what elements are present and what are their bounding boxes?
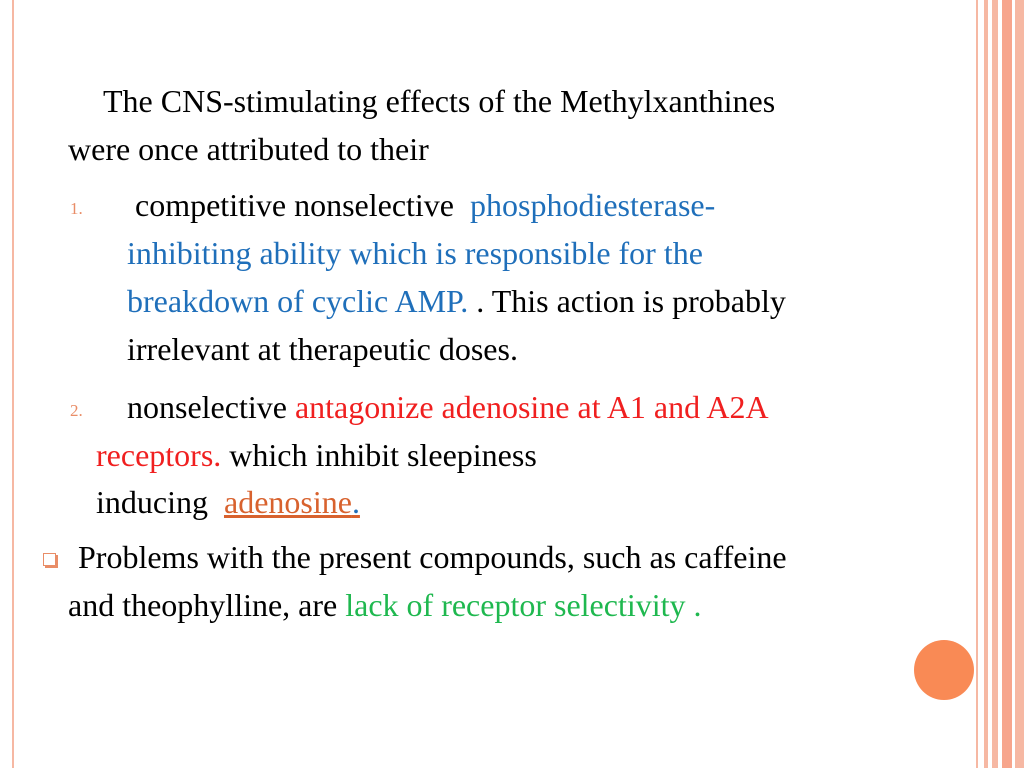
item-2-text-end: inducing (96, 484, 208, 520)
item-2-line-2 (96, 435, 537, 475)
item-1-line-4: irrelevant at therapeutic doses. (127, 331, 518, 367)
item-2-highlight-end: receptors. (96, 437, 222, 473)
decorative-stripe (984, 0, 988, 768)
intro-line-2: were once attributed to their (68, 131, 429, 167)
item-1-line-2: inhibiting ability which is responsible for the (127, 235, 703, 271)
item-1-line-3 (127, 281, 786, 321)
item-1-text-cont: . This action is probably (476, 283, 786, 319)
bullet-highlight: lack of receptor selectivity . (345, 587, 702, 623)
decorative-stripe (992, 0, 998, 768)
item-2-highlight: antagonize adenosine at A1 and A2A (294, 389, 769, 425)
bullet-text: and theophylline, are (68, 587, 338, 623)
item-1-highlight: phosphodiesterase- (470, 187, 716, 223)
bullet-line-1: Problems with the present compounds, such as caffeine (78, 539, 787, 575)
item-2-line-1 (127, 387, 769, 427)
adenosine-link[interactable]: adenosine. (223, 484, 360, 520)
list-number-1: 1. (70, 199, 83, 218)
decorative-stripe (1002, 0, 1012, 768)
decorative-stripe (1015, 0, 1024, 768)
bullet-line-2 (68, 585, 702, 625)
intro-line-1: The CNS-stimulating effects of the Methylxanthines (103, 83, 776, 119)
square-bullet-icon (43, 553, 56, 566)
item-1-text: competitive nonselective (135, 187, 454, 223)
item-2-text-cont: which inhibit sleepiness (229, 437, 537, 473)
decorative-circle (914, 640, 974, 700)
item-2-text: nonselective (127, 389, 287, 425)
list-number-2: 2. (70, 401, 83, 420)
item-1-line-1 (135, 185, 715, 225)
item-2-line-3 (96, 482, 360, 522)
item-1-highlight-end: breakdown of cyclic AMP. (127, 283, 469, 319)
